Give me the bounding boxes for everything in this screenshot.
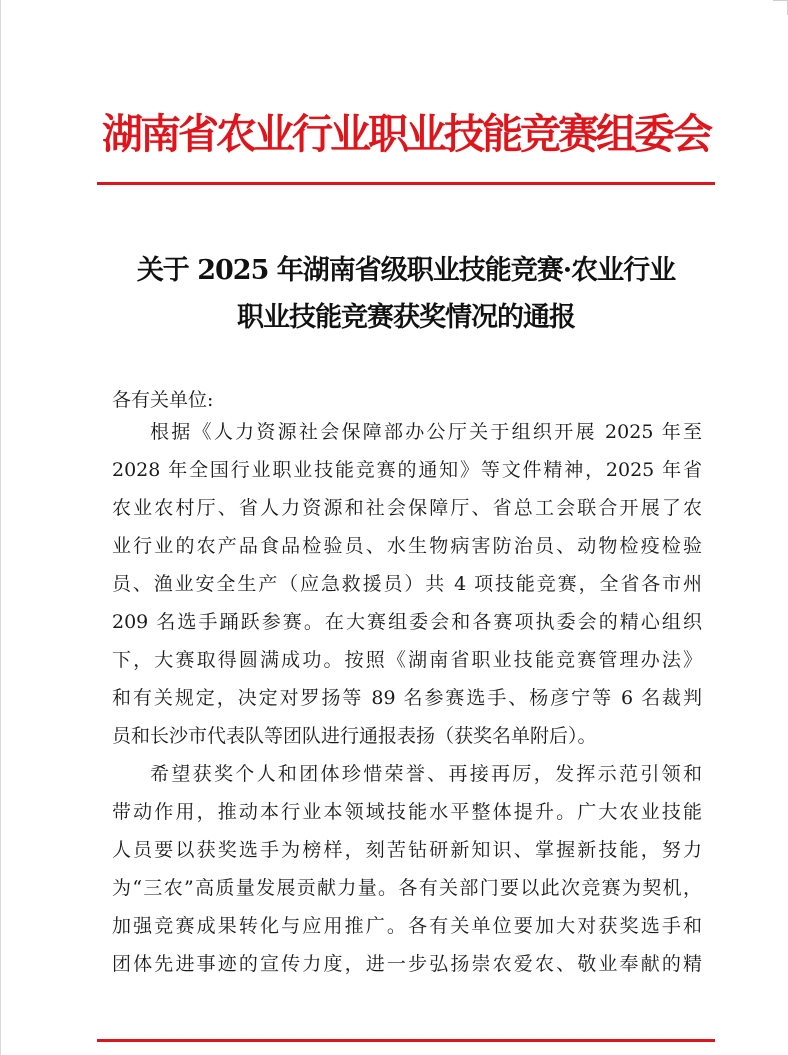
body-line: 团体先进事迹的宣传力度，进一步弘扬崇农爱农、敬业奉献的精 [112,953,702,975]
body-line: 人员要以获奖选手为榜样，刻苦钻研新知识、掌握新技能，努力 [112,839,702,861]
letterhead-org-name: 湖南省农业行业职业技能竞赛组委会 [102,110,710,158]
body-line: 加强竞赛成果转化与应用推广。各有关单位要加大对获奖选手和 [112,915,702,937]
body-line: 业行业的农产品食品检验员、水生物病害防治员、动物检疫检验 [112,535,702,557]
body-line: 农业农村厅、省人力资源和社会保障厅、省总工会联合开展了农 [112,497,702,519]
salutation: 各有关单位: [112,389,214,411]
document-title-line-2: 职业技能竞赛获奖情况的通报 [237,302,575,333]
letterhead-red-rule [97,182,715,185]
body-line: 希望获奖个人和团体珍惜荣誉、再接再厉，发挥示范引领和 [150,763,702,785]
body-line: 带动作用，推动本行业本领域技能水平整体提升。广大农业技能 [112,801,702,823]
body-line: 员和长沙市代表队等团队进行通报表扬（获奖名单附后）。 [112,725,597,747]
document-title-line-1: 关于 2025 年湖南省级职业技能竞赛·农业行业 [136,255,676,286]
body-line: 下，大赛取得圆满成功。按照《湖南省职业技能竞赛管理办法》 [112,649,702,671]
body-line: 员、渔业安全生产（应急救援员）共 4 项技能竞赛，全省各市州 [112,573,702,595]
body-line: 2028 年全国行业职业技能竞赛的通知》等文件精神，2025 年省 [112,459,702,481]
body-line: 209 名选手踊跃参赛。在大赛组委会和各赛项执委会的精心组织 [112,611,702,633]
body-line: 和有关规定，决定对罗扬等 89 名参赛选手、杨彦宁等 6 名裁判 [112,687,702,709]
page-corner-mark [773,0,788,15]
body-line: 为“三农”高质量发展贡献力量。各有关部门要以此次竞赛为契机， [112,877,702,899]
footer-red-rule [97,1039,715,1042]
body-line: 根据《人力资源社会保障部办公厅关于组织开展 2025 年至 [150,421,702,443]
